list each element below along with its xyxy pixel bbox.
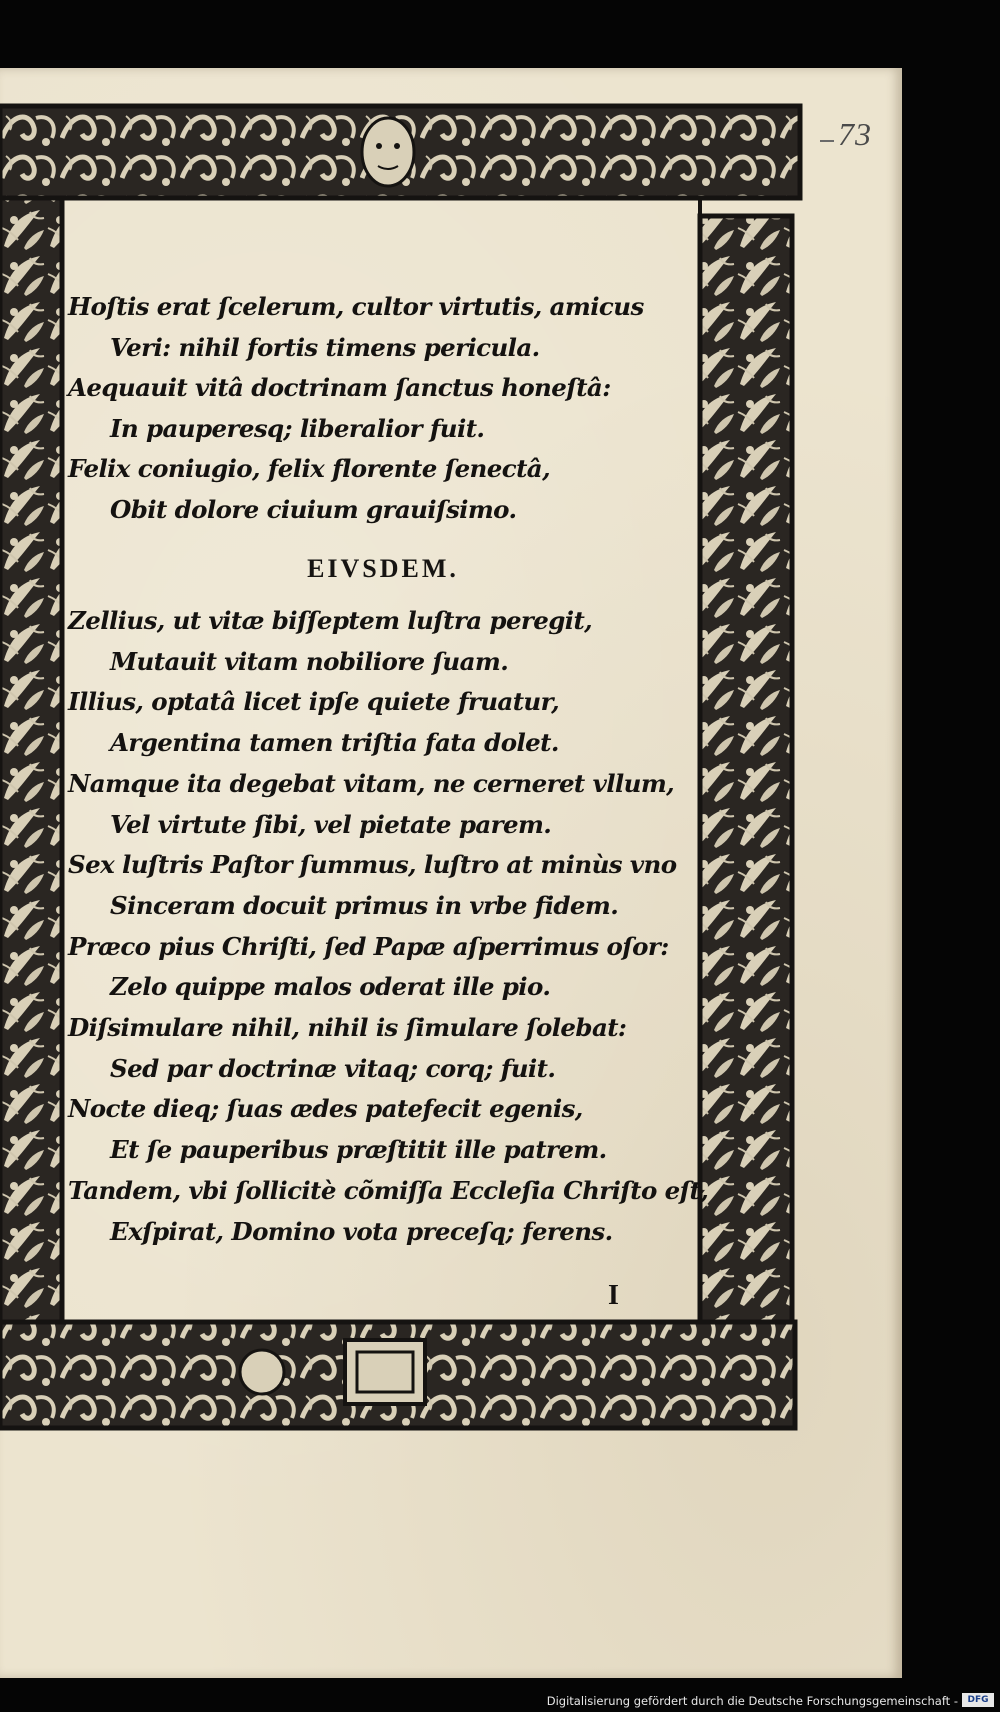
verse-line: Diſsimulare nihil, nihil is ſimulare ſolebat: — [68, 1013, 627, 1042]
verse-line: In pauperesq; liberalior fuit. — [110, 413, 485, 443]
verse-line: Veri: nihil fortis timens pericula. — [110, 332, 540, 362]
verse-line: Aequauit vitâ doctrinam ſanctus honeſtâ: — [68, 373, 611, 402]
verse-line: Præco pius Chriſti, ſed Papæ aſperrimus oſor: — [68, 931, 669, 961]
verse-line: Nocte dieq; ſuas ædes patefecit egenis, — [68, 1094, 583, 1124]
verse-line: Tandem, vbi ſollicitè cõmiſſa Eccleſia Chriſto eſt, — [68, 1175, 709, 1205]
verse-line: Mutauit vitam nobiliore ſuam. — [110, 646, 509, 676]
verse-line: Hoſtis erat ſcelerum, cultor virtutis, amicus — [68, 292, 644, 321]
verse-line: Zelo quippe malos oderat ille pio. — [110, 972, 551, 1002]
verse-line: Exſpirat, Domino vota preceſq; ferens. — [110, 1216, 613, 1246]
verse-line: Sed par doctrinæ vitaq; corq; fuit. — [110, 1053, 556, 1083]
verse-line: Argentina tamen triſtia fata dolet. — [110, 728, 559, 758]
verse-line: Obit dolore ciuium grauiſsimo. — [110, 494, 517, 524]
verse-line: Felix coniugio, felix florente ſenectâ, — [68, 454, 550, 483]
book-page — [0, 68, 902, 1678]
verse-line: Illius, optatâ licet ipſe quiete fruatur, — [68, 687, 560, 717]
dfg-logo: DFG — [962, 1693, 994, 1707]
verse-line: Sex luſtris Paſtor ſummus, luſtro at minùs vno — [68, 850, 677, 880]
folio-number: 73 — [838, 116, 872, 152]
footer-credit: Digitalisierung gefördert durch die Deutsche Forschungsgemeinschaft - — [546, 1694, 958, 1708]
verse-line: Namque ita degebat vitam, ne cerneret vllum, — [68, 768, 675, 798]
catchword: I — [608, 1280, 619, 1311]
verse-line: Zellius, ut vitæ biſſeptem luſtra peregit, — [68, 606, 593, 635]
verse-line: Vel virtute ſibi, vel pietate parem. — [110, 809, 552, 839]
text-block — [68, 206, 709, 1392]
section-heading: EIVSDEM. — [307, 554, 459, 583]
verse-line: Et ſe pauperibus præſtitit ille patrem. — [110, 1135, 607, 1165]
verse-line: Sinceram docuit primus in vrbe fidem. — [110, 890, 619, 920]
